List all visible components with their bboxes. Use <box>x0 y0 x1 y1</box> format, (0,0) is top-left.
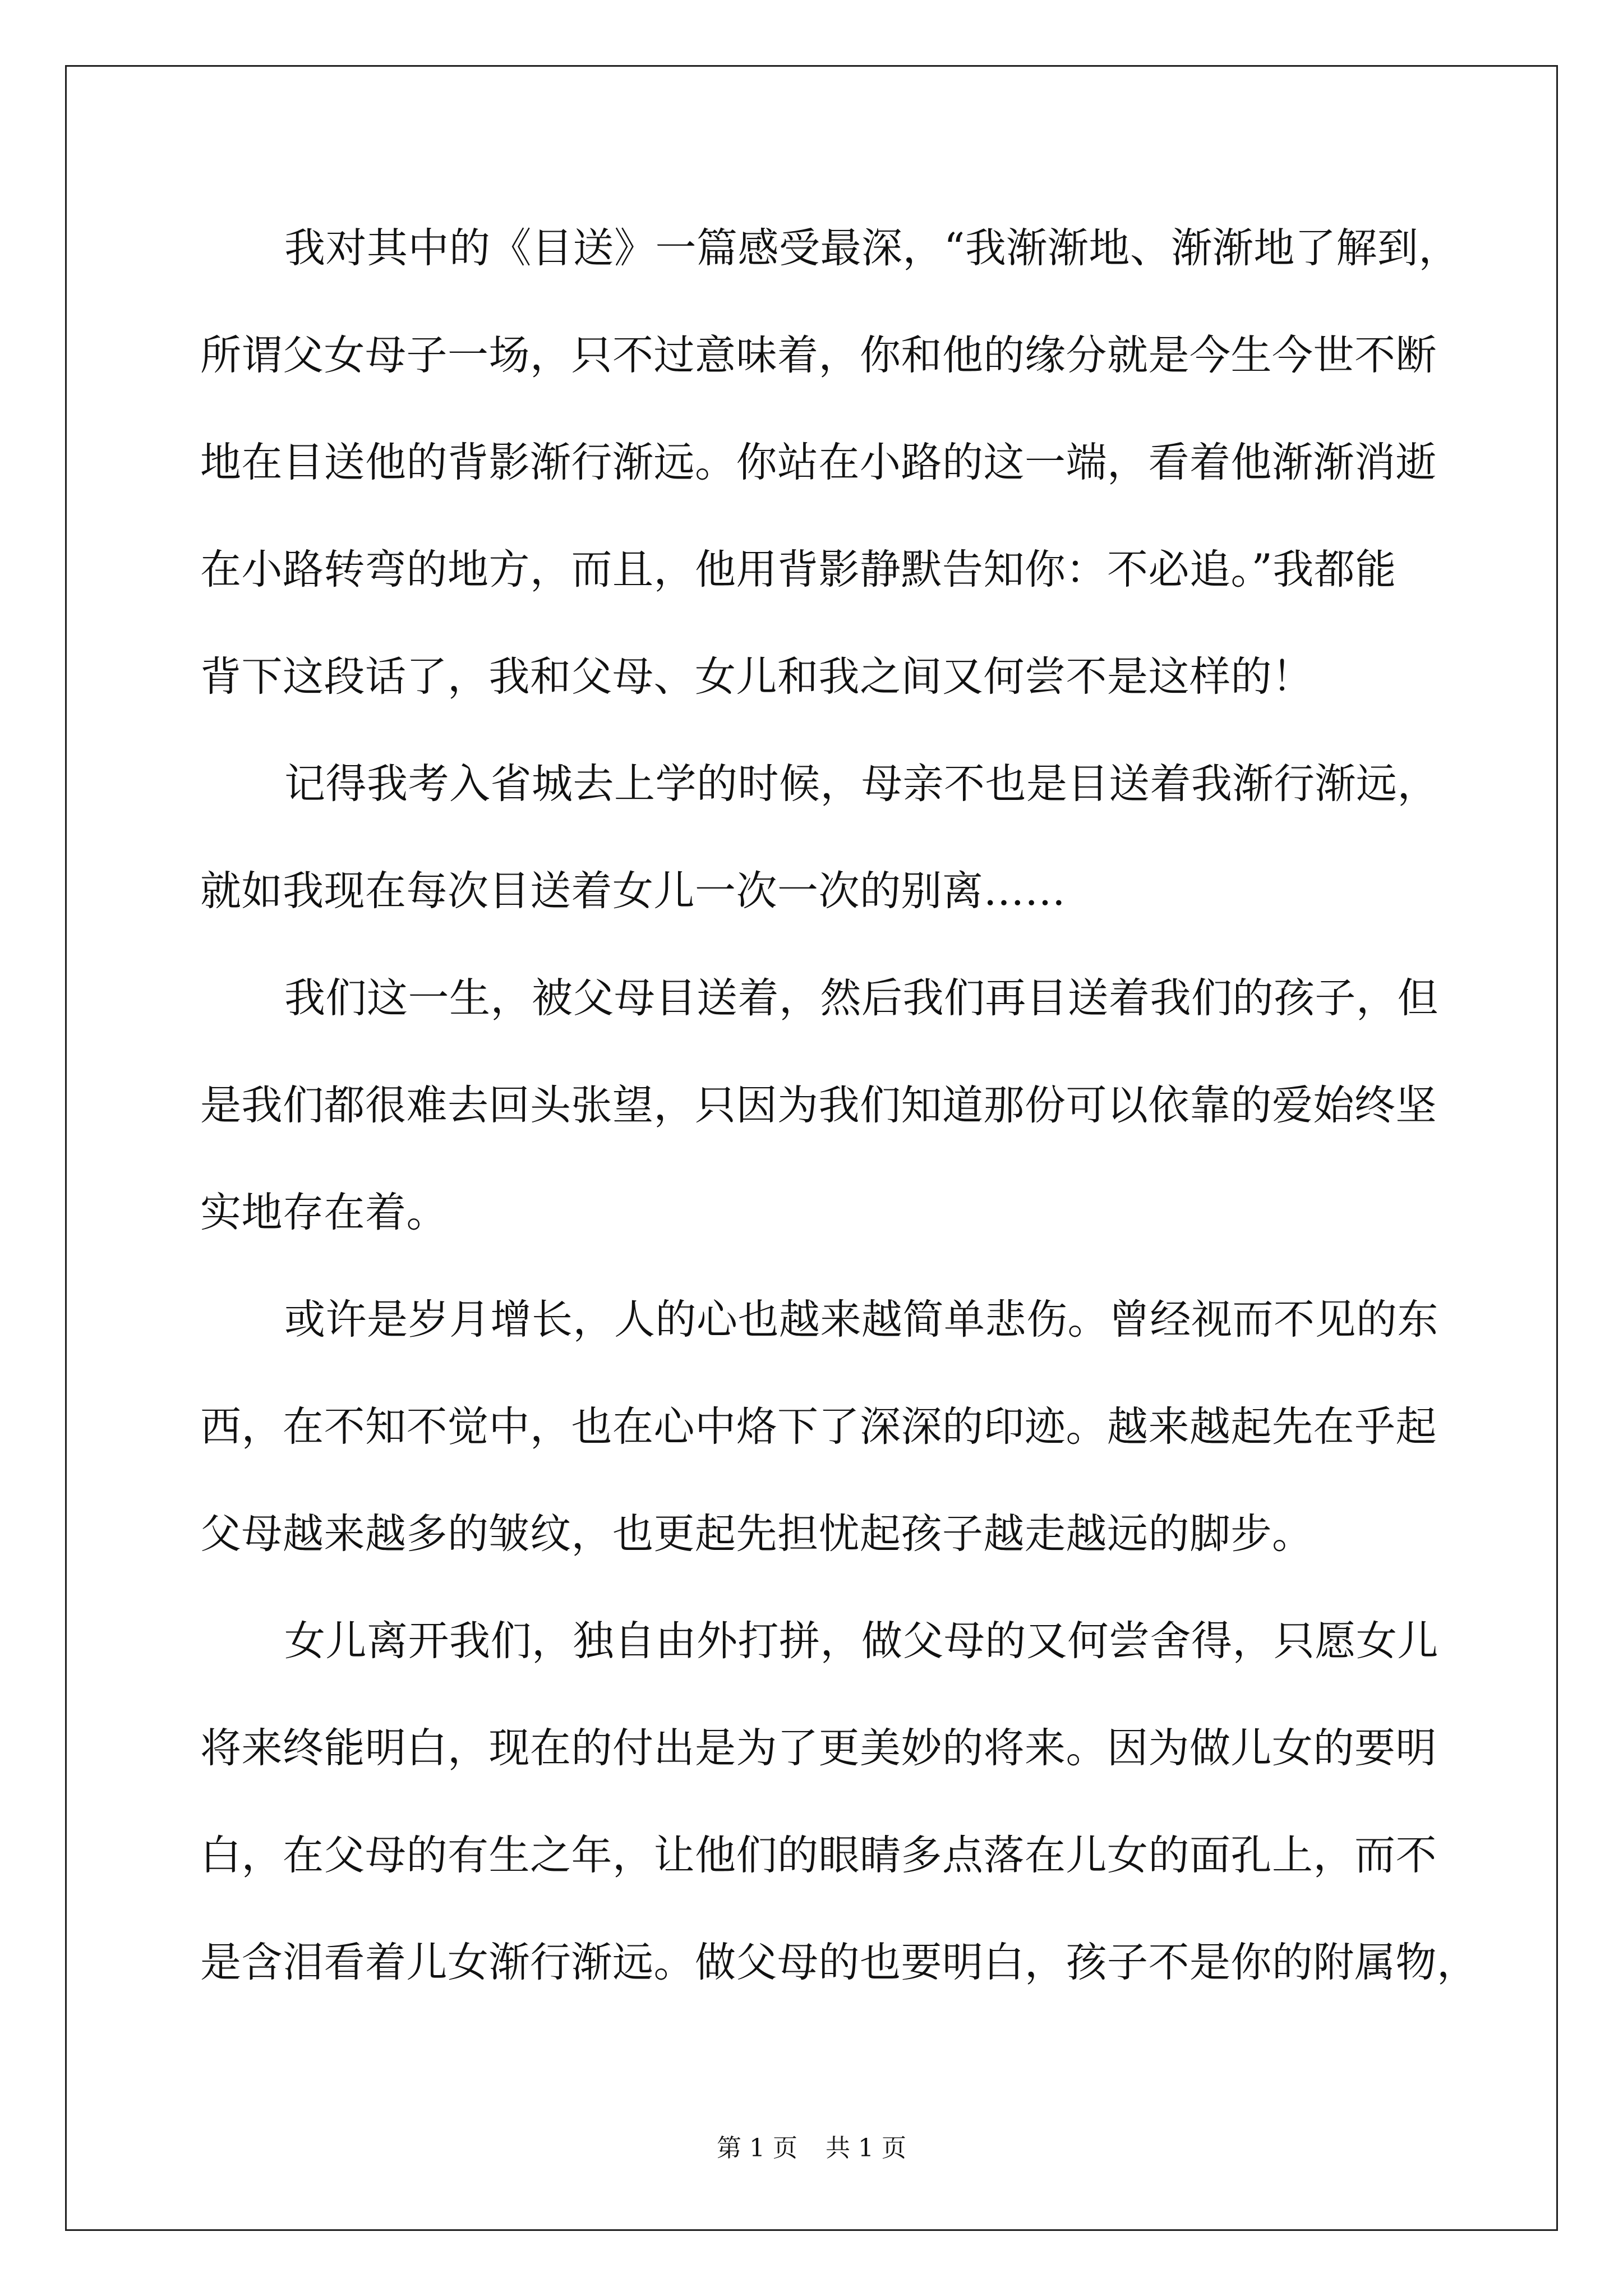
text-line: 实地存在着。 <box>200 1189 448 1236</box>
text-line: 或许是岁月增长，人的心也越来越简单悲伤。曾经视而不见的东 <box>284 1296 1438 1343</box>
text-line: 白，在父母的有生之年，让他们的眼睛多点落在儿女的面孔上，而不 <box>200 1832 1437 1879</box>
page-number: 第 1 页 <box>717 2134 797 2162</box>
text-line: 西，在不知不觉中，也在心中烙下了深深的印迹。越来越起先在乎起 <box>200 1403 1437 1451</box>
text-line: 我们这一生，被父母目送着，然后我们再目送着我们的孩子，但 <box>284 974 1438 1022</box>
page-footer <box>0 2132 1623 2165</box>
text-line: 女儿离开我们，独自由外打拼，做父母的又何尝舍得，只愿女儿 <box>284 1617 1438 1665</box>
text-line: 记得我考入省城去上学的时候，母亲不也是目送着我渐行渐远， <box>284 760 1438 808</box>
text-line: 在小路转弯的地方，而且，他用背影静默告知你：不必追。”我都能 <box>200 546 1396 593</box>
text-line: 父母越来越多的皱纹，也更起先担忧起孩子越走越远的脚步。 <box>200 1510 1313 1558</box>
text-line: 就如我现在每次目送着女儿一次一次的别离…… <box>200 867 1066 915</box>
text-line: 所谓父女母子一场，只不过意味着，你和他的缘分就是今生今世不断 <box>200 332 1437 379</box>
page-total: 共 1 页 <box>826 2134 906 2162</box>
text-line: 地在目送他的背影渐行渐远。你站在小路的这一端，看着他渐渐消逝 <box>200 439 1437 486</box>
text-line: 我对其中的《目送》一篇感受最深，“我渐渐地、渐渐地了解到， <box>284 224 1460 272</box>
document-body <box>200 219 1478 2040</box>
text-line: 是我们都很难去回头张望，只因为我们知道那份可以依靠的爱始终坚 <box>200 1082 1437 1129</box>
text-line: 将来终能明白，现在的付出是为了更美妙的将来。因为做儿女的要明 <box>200 1724 1437 1772</box>
text-line: 是含泪看着儿女渐行渐远。做父母的也要明白，孩子不是你的附属物， <box>200 1939 1478 1986</box>
text-line: 背下这段话了，我和父母、女儿和我之间又何尝不是这样的！ <box>200 653 1313 701</box>
